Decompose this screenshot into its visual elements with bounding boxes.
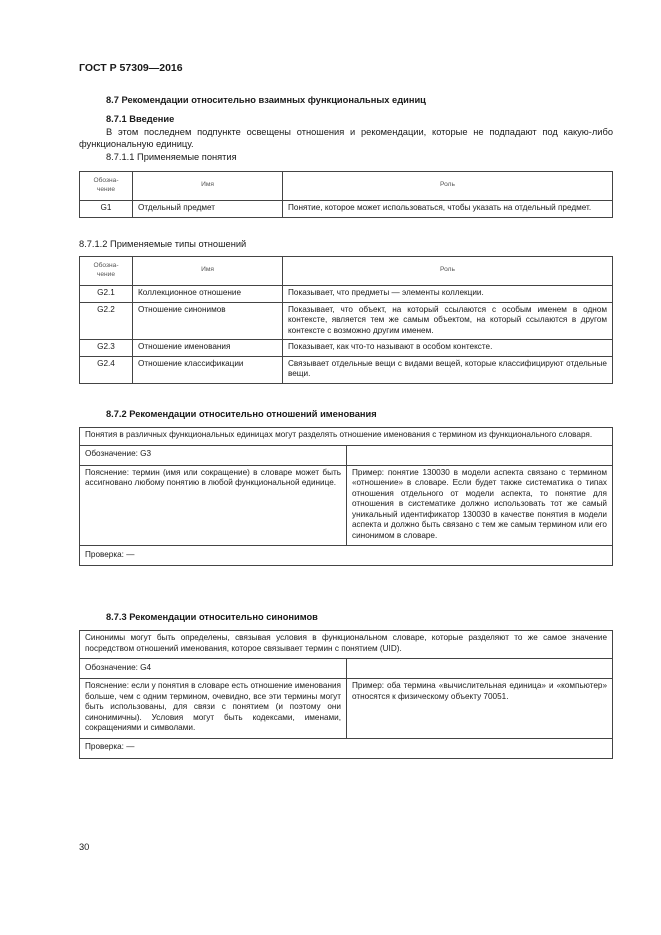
section-title: 8.7 Рекомендации относительно взаимных функциональных единиц (106, 95, 426, 105)
relations-table (79, 256, 613, 384)
recommendation-intro: Понятия в различных функциональных единицах могут разделять отношение именования с термином из функционального словаря. (80, 428, 613, 446)
cell-name: Отношение именования (133, 340, 283, 357)
table-row (80, 356, 613, 383)
table-row (80, 465, 613, 546)
table-header-row (80, 257, 613, 286)
cell-code: G1 (80, 201, 133, 218)
cell-role: Показывает, что предметы — элементы коллекции. (283, 286, 613, 303)
recommendation-explanation: Пояснение: термин (имя или сокращение) в словаре может быть ассигновано любому понятию в любой функциональной единице. (80, 465, 347, 546)
col-role-header: Роль (283, 257, 613, 286)
recommendation-check: Проверка: — (80, 546, 613, 566)
naming-recommendation-wrap (79, 427, 613, 566)
col-name-header: Имя (133, 257, 283, 286)
recommendation-intro: Синонимы могут быть определены, связывая условия в функциональном словаре, которые разделяют то же самое значение посредством отношений именования, которое связывает термин с понятием (UID). (80, 631, 613, 659)
table-row (80, 445, 613, 465)
cell-role: Показывает, как что-то называют в особом контексте. (283, 340, 613, 357)
table-row (80, 738, 613, 758)
cell-code: G2.2 (80, 302, 133, 340)
cell-name: Отношение синонимов (133, 302, 283, 340)
table-row (80, 659, 613, 679)
section-8-7-3-title (79, 611, 613, 624)
cell-name: Коллекционное отношение (133, 286, 283, 303)
recommendation-example: Пример: оба термина «вычислительная единица» и «компьютер» относятся к физическому объекту 70051. (347, 679, 613, 739)
cell-name: Отдельный предмет (133, 201, 283, 218)
cell-code: G2.3 (80, 340, 133, 357)
col-name-header: Имя (133, 172, 283, 201)
table-row (80, 546, 613, 566)
concepts-table (79, 171, 613, 218)
empty-cell (347, 445, 613, 465)
cell-role: Показывает, что объект, на который ссылаются с особым именем в одном контексте, является тем же самым объектом, на который ссылаются в другом контексте с возможно другим именем. (283, 302, 613, 340)
col-sign-header: Обозна-чение (80, 172, 133, 201)
cell-name: Отношение классификации (133, 356, 283, 383)
table-row (80, 631, 613, 659)
subsubsection-title: 8.7.1.1 Применяемые понятия (106, 151, 237, 162)
cell-code: G2.4 (80, 356, 133, 383)
naming-recommendation-table (79, 427, 613, 566)
subsection-title: 8.7.2 Рекомендации относительно отношений именования (106, 409, 377, 419)
subsection-title: 8.7.1 Введение (106, 114, 175, 124)
cell-role: Связывает отдельные вещи с видами вещей, которые классифицируют отдельные вещи. (283, 356, 613, 383)
subsubsection-title: 8.7.1.2 Применяемые типы отношений (79, 239, 247, 249)
section-8-7-2-title (79, 408, 613, 421)
subsection-title: 8.7.3 Рекомендации относительно синонимов (106, 612, 318, 622)
table-row (80, 340, 613, 357)
paragraph: В этом последнем подпункте освещены отношения и рекомендации, которые не подпадают под какую-либо функциональную единицу. (79, 126, 613, 149)
table-row (80, 679, 613, 739)
col-sign-header: Обозна-чение (80, 257, 133, 286)
recommendation-sign: Обозначение: G4 (80, 659, 347, 679)
section-8-7-title (79, 94, 613, 107)
page-number: 30 (79, 842, 90, 852)
table-header-row (80, 172, 613, 201)
table-row (80, 302, 613, 340)
section-8-7-1 (79, 113, 613, 163)
synonyms-recommendation-wrap (79, 630, 613, 759)
section-8-7-1-2-title (79, 238, 613, 251)
table-row (80, 201, 613, 218)
table-row (80, 286, 613, 303)
cell-role: Понятие, которое может использоваться, чтобы указать на отдельный предмет. (283, 201, 613, 218)
cell-code: G2.1 (80, 286, 133, 303)
col-role-header: Роль (283, 172, 613, 201)
concepts-table-wrap (79, 171, 613, 218)
recommendation-example: Пример: понятие 130030 в модели аспекта связано с термином «отношение» в словаре. Если будет также систематика о типах отношения отдельного от модели аспекта, то понятие для отношения в систематике должно использовать тот же самый уникальный идентификатор 130030 в качестве понятия в модели аспекта и должно быть связано с тем же самым термином или его синонимом в словаре. (347, 465, 613, 546)
recommendation-explanation: Пояснение: если у понятия в словаре есть отношение именования больше, чем с одним термином, очевидно, все эти термины могут быть использованы, для связи с понятием (и поэтому они синонимичны). Условия могут быть кодексами, именами, сокращениями и символами. (80, 679, 347, 739)
empty-cell (347, 659, 613, 679)
recommendation-sign: Обозначение: G3 (80, 445, 347, 465)
relations-table-wrap (79, 256, 613, 384)
table-row (80, 428, 613, 446)
recommendation-check: Проверка: — (80, 738, 613, 758)
synonyms-recommendation-table (79, 630, 613, 759)
document-header: ГОСТ Р 57309—2016 (79, 62, 183, 74)
